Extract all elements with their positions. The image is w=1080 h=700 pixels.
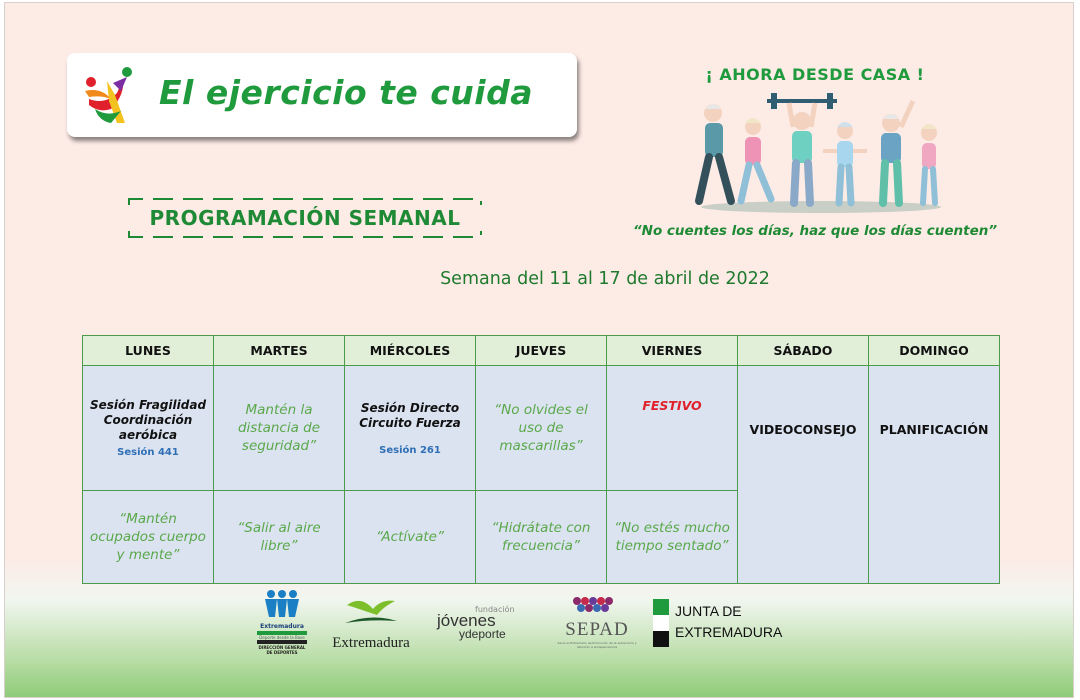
junta-line2: EXTREMADURA [675, 624, 783, 640]
sepad-dots-icon [555, 595, 639, 615]
week-range: Semana del 11 al 17 de abril de 2022 [440, 269, 770, 289]
cell-jueves-tip-2 [476, 491, 607, 584]
cell-lunes-tip [83, 491, 214, 584]
sabado-activity: VIDEOCONSEJO [749, 422, 857, 437]
sepad-sub: Servicio Extremeño de Promoción de la Autonomía y Atención a la Dependencia [557, 641, 637, 649]
exercise-logo-icon [81, 65, 137, 127]
holiday-label: FESTIVO [642, 398, 702, 413]
tip-text: “Mantén ocupados cuerpo y mente” [90, 511, 206, 563]
tip-text: “No olvides el uso de mascarillas” [494, 402, 588, 454]
deporte-dir: DIRECCIÓN GENERAL DE DEPORTES [258, 645, 306, 655]
junta-line1: JUNTA DE [675, 603, 742, 619]
extremadura-name: Extremadura [332, 635, 410, 651]
tip-text: Mantén la distancia de seguridad” [237, 402, 321, 454]
jovenes-name: jóvenes [437, 611, 496, 630]
day-header-martes: MARTES [214, 336, 345, 366]
logo-sepad [555, 595, 639, 655]
tip-text: “Hidrátate con frecuencia” [491, 520, 591, 554]
cell-martes-tip-2 [214, 491, 345, 584]
flag-green [653, 599, 669, 615]
deporte-name: Extremadura [260, 623, 304, 630]
cell-martes-tip [214, 366, 345, 491]
session-title: Sesión Fragilidad Coordinación aeróbica [89, 398, 207, 442]
poster [4, 2, 1074, 698]
program-heading-box [123, 197, 487, 239]
weekly-schedule-table [82, 335, 1000, 584]
session-number: Sesión 261 [379, 444, 441, 456]
tip-text: “Actívate” [376, 529, 444, 545]
logo-fundacion-jovenes [437, 605, 537, 645]
exercising-seniors-illustration [691, 91, 951, 215]
deporte-sub: Deporte desde la Base [257, 631, 307, 644]
flag-white [653, 615, 669, 631]
motivational-quote: “No cuentes los días, haz que los días cuenten” [632, 223, 998, 239]
cell-lunes-session[interactable] [83, 366, 214, 491]
day-header-sabado: SÁBADO [738, 336, 869, 366]
sponsor-logos [5, 583, 1073, 663]
cell-miercoles-tip [345, 491, 476, 584]
cell-domingo[interactable] [869, 366, 1000, 584]
flag-black [653, 631, 669, 647]
session-title: Sesión Directo Circuito Fuerza [359, 400, 461, 430]
page-title: El ejercicio te cuida [159, 73, 533, 112]
cell-viernes-festivo [607, 366, 738, 491]
tagline: ¡ AHORA DESDE CASA ! [705, 65, 925, 84]
logo-junta-extremadura [653, 599, 783, 649]
logo-extremadura-deporte [257, 589, 307, 655]
tip-text: “No estés mucho tiempo sentado” [614, 520, 730, 554]
day-header-domingo: DOMINGO [869, 336, 1000, 366]
cell-sabado[interactable] [738, 366, 869, 584]
cell-miercoles-session[interactable] [345, 366, 476, 491]
section-heading: PROGRAMACIÓN SEMANAL [149, 206, 461, 230]
ydeporte-name: ydeporte [459, 627, 506, 641]
day-header-lunes: LUNES [83, 336, 214, 366]
day-header-miercoles: MIÉRCOLES [345, 336, 476, 366]
domingo-activity: PLANIFICACIÓN [879, 422, 989, 437]
tip-text: “Salir al aire libre” [237, 520, 321, 554]
cell-jueves-tip [476, 366, 607, 491]
day-header-viernes: VIERNES [607, 336, 738, 366]
session-number: Sesión 441 [117, 447, 179, 458]
title-banner [67, 53, 577, 137]
fundacion-small: fundación [475, 605, 515, 614]
deporte-figures-icon [257, 589, 307, 619]
extremadura-bird-icon [321, 591, 421, 631]
table-header-row [83, 336, 1000, 366]
sepad-name: SEPAD [565, 619, 629, 640]
logo-extremadura [321, 591, 421, 653]
cell-viernes-tip [607, 491, 738, 584]
day-header-jueves: JUEVES [476, 336, 607, 366]
table-row [83, 366, 1000, 491]
